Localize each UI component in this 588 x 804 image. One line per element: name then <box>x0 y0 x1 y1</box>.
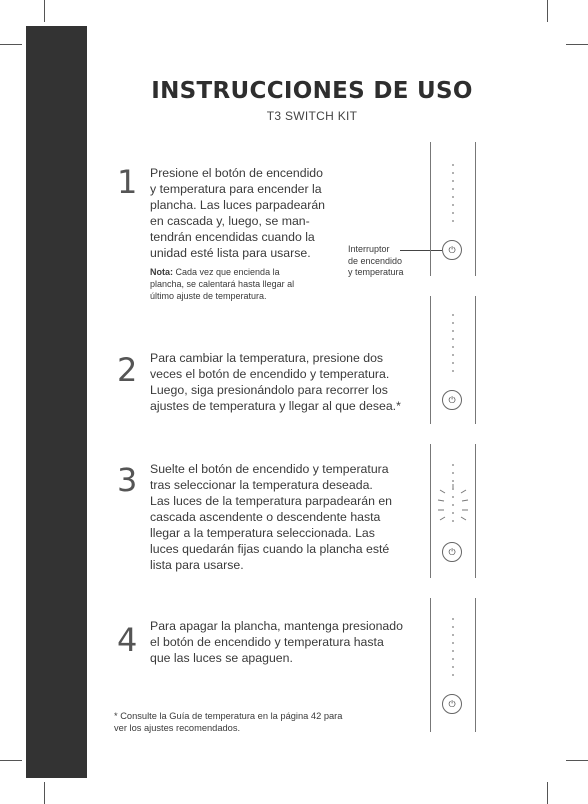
note-label: Nota: <box>150 267 173 277</box>
flat-iron-illustration <box>428 444 476 578</box>
footnote <box>114 710 342 734</box>
step-line: Para cambiar la temperatura, presione dos <box>150 351 384 365</box>
callout-line: de encendido <box>348 255 403 266</box>
step-line: que las luces se apaguen. <box>150 651 293 665</box>
step-line: unidad esté lista para usarse. <box>150 246 311 260</box>
step-line: Las luces de la temperatura parpadearán en <box>150 494 392 508</box>
flat-iron-illustration <box>428 142 476 276</box>
step-number: 4 <box>117 621 138 659</box>
note-line: último ajuste de temperatura. <box>150 291 267 301</box>
crop-mark <box>566 760 588 761</box>
note-line: Cada vez que encienda la <box>173 267 280 277</box>
power-button-icon: ⏻ <box>442 694 462 714</box>
step-line: tendrán encendidas cuando la <box>150 230 315 244</box>
crop-mark <box>44 782 45 804</box>
step-text <box>150 618 403 666</box>
step-line: plancha. Las luces parpadearán <box>150 198 326 212</box>
step-number: 3 <box>117 461 138 499</box>
crop-mark <box>44 0 45 22</box>
step-line: veces el botón de encendido y temperatura. <box>150 367 390 381</box>
step-line: tras seleccionar la temperatura deseada. <box>150 478 373 492</box>
step-line: luces quedarán fijas cuando la plancha esté <box>150 542 390 556</box>
callout-line: y temperatura <box>348 267 404 277</box>
flat-iron-illustration <box>428 598 476 732</box>
callout-line: Interruptor <box>348 244 390 254</box>
crop-mark <box>0 760 22 761</box>
page-title: INSTRUCCIONES DE USO <box>151 78 473 104</box>
step-line: Para apagar la plancha, mantenga presionado <box>150 619 403 633</box>
step-text <box>150 165 325 261</box>
step-line: ajustes de temperatura y llegar al que desea.* <box>150 399 401 413</box>
step-line: lista para usarse. <box>150 558 244 572</box>
step-number: 1 <box>117 163 138 201</box>
power-button-icon: ⏻ <box>442 542 462 562</box>
step-line: en cascada y, luego, se man- <box>150 214 310 228</box>
switch-callout-label <box>348 244 404 279</box>
page-subtitle: T3 SWITCH KIT <box>266 109 358 123</box>
crop-mark <box>547 782 548 804</box>
step-line: Presione el botón de encendido <box>150 166 323 180</box>
step-line: cascada ascendente o descendente hasta <box>150 510 381 524</box>
step-text <box>150 350 401 414</box>
crop-mark <box>547 0 548 22</box>
flat-iron-illustration <box>428 296 476 424</box>
step-line: llegar a la temperatura seleccionada. Las <box>150 526 375 540</box>
step-line: y temperatura para encender la <box>150 182 322 196</box>
note-text <box>150 266 340 302</box>
footnote-line: ver los ajustes recomendados. <box>114 723 241 733</box>
step-line: Suelte el botón de encendido y temperatura <box>150 462 389 476</box>
step-line: el botón de encendido y temperatura hasta <box>150 635 384 649</box>
blinking-lights-icon <box>436 484 470 528</box>
step-number: 2 <box>117 351 138 389</box>
footnote-line: * Consulte la Guía de temperatura en la página 42 para <box>114 711 343 721</box>
crop-mark <box>566 44 588 45</box>
power-button-icon: ⏻ <box>442 240 462 260</box>
sidebar-bar <box>26 26 87 778</box>
power-button-icon: ⏻ <box>442 390 462 410</box>
step-line: Luego, siga presionándolo para recorrer los <box>150 383 388 397</box>
step-text <box>150 461 392 573</box>
note-line: plancha, se calentará hasta llegar al <box>150 279 295 289</box>
crop-mark <box>0 44 22 45</box>
